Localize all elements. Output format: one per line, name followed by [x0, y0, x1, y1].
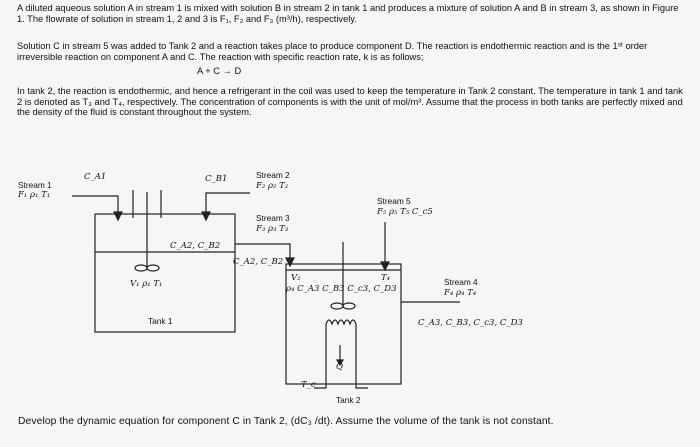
stream-2-pipe — [206, 193, 250, 216]
stream-5-props: F₅ ρ₅ T₅ C_c5 — [377, 207, 433, 217]
reaction-equation: A + C → D — [197, 66, 242, 76]
tank-1-vessel — [95, 214, 235, 332]
stream-2-title: Stream 2 — [256, 170, 290, 180]
stream-2-props: F₂ ρ₂ T₂ — [256, 181, 289, 191]
problem-paragraph-3: In tank 2, the reaction is endothermic, and hence a refrigerant in the coil was used to keep the temperature in Tank 2 constant. The temperature in tank 1 and tank 2 is denoted as T₃ and T₄, respectively. The concentration of components is with the unit of mol/m³. Assume that the process in both tanks are perfectly mixed and the density of the fluid is constant throughout the system. — [17, 86, 683, 118]
problem-paragraph-2: Solution C in stream 5 was added to Tank 2 and a reaction takes place to produce component D. The reaction is endothermic reaction and is the 1ˢᵗ order irreversible reaction on component A and C. The reaction with specific reaction rate, k is as follows; — [17, 41, 648, 62]
tank-2-label: Tank 2 — [336, 395, 361, 405]
stream-1-pipe — [72, 196, 118, 216]
problem-paragraph-1: A diluted aqueous solution A in stream 1 is mixed with solution B in stream 2 in tank 1 and produces a mixture of solution A and B in stream 3, as shown in Figure 1. The flowrate of solution in stream 1, 2 and 3 is F₁, F₂ and F₃ (m³/h), respectively. — [17, 3, 679, 24]
stream-3-conc: C_A2, C_B2 — [233, 257, 284, 267]
ca1-label: C_A1 — [84, 172, 107, 182]
stream-5-title: Stream 5 — [377, 196, 411, 206]
tank-2-temperature: T₄ — [381, 273, 391, 283]
tank-1-label: Tank 1 — [148, 316, 173, 326]
tank-2-volume: V₂ — [291, 273, 301, 283]
coolant-temp-label: T_c — [301, 380, 316, 390]
stream-1-title: Stream 1 — [18, 180, 52, 190]
stream-1-props: F₁ ρ₁ T₁ — [18, 190, 51, 200]
stream-4-conc: C_A3, C_B3, C_c3, C_D3 — [418, 318, 523, 328]
stream-3-title: Stream 3 — [256, 213, 290, 223]
stream-4-title: Stream 4 — [444, 277, 478, 287]
stream-3-props: F₃ ρ₃ T₃ — [256, 224, 289, 234]
tank-1-outlet-conc: C_A2, C_B2 — [170, 241, 221, 251]
heat-q-label: Q — [336, 362, 343, 372]
tank-1-vars: V₁ ρ₁ T₁ — [130, 279, 163, 289]
cooling-coil — [326, 320, 356, 324]
cb1-label: C_B1 — [205, 174, 228, 184]
question-text: Develop the dynamic equation for component C in Tank 2, (dC₃ /dt). Assume the volume of the tank is not constant. — [18, 416, 554, 427]
stream-4-props: F₄ ρ₄ T₄ — [444, 288, 477, 298]
tank-2-vars: ρ₄ C_A3 C_B3 C_c3, C_D3 — [286, 284, 397, 294]
